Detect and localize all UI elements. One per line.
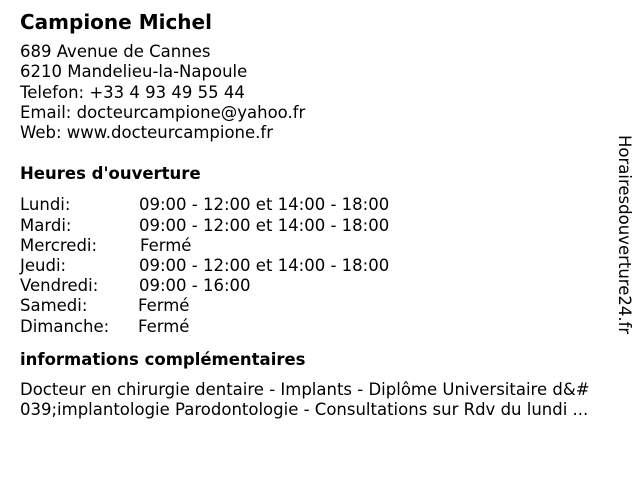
phone-line [20, 83, 610, 103]
day-label: Jeudi: [20, 256, 67, 276]
hours-title: Heures d'ouverture [20, 164, 201, 184]
day-hours: 09:00 - 16:00 [139, 276, 251, 296]
hours-row-sunday [20, 317, 610, 337]
day-label: Samedi: [20, 296, 88, 316]
hours-row-wednesday [20, 236, 610, 256]
info-line-2: 039;implantologie Parodontologie - Consultations sur Rdv du lundi ... [20, 400, 589, 419]
day-label: Vendredi: [20, 276, 99, 296]
watermark [610, 135, 634, 345]
phone-label: Telefon: [20, 82, 85, 102]
info-title: informations complémentaires [20, 349, 306, 369]
day-label: Mardi: [20, 215, 72, 235]
web-line [20, 123, 610, 143]
address-line-1: 689 Avenue de Cannes [20, 42, 211, 61]
address-line-2: 6210 Mandelieu-la-Napoule [20, 62, 248, 82]
hours-row-friday [20, 276, 610, 296]
day-hours: 09:00 - 12:00 et 14:00 - 18:00 [139, 195, 390, 215]
day-hours: 09:00 - 12:00 et 14:00 - 18:00 [139, 215, 390, 235]
phone-number[interactable]: +33 4 93 49 55 44 [89, 82, 245, 102]
web-label: Web: [20, 123, 62, 143]
web-link[interactable]: www.docteurcampione.fr [66, 123, 274, 143]
contact-block [20, 42, 610, 143]
day-label: Lundi: [20, 195, 71, 215]
info-text [20, 380, 610, 420]
email-line [20, 103, 610, 123]
day-hours: Fermé [138, 296, 190, 316]
hours-row-tuesday [20, 216, 610, 236]
hours-row-thursday [20, 256, 610, 276]
watermark-text: Horairesdouverture24.fr [615, 135, 634, 335]
hours-row-saturday [20, 296, 610, 316]
day-hours: 09:00 - 12:00 et 14:00 - 18:00 [139, 256, 390, 276]
hours-table [20, 195, 610, 336]
business-card [20, 10, 610, 420]
day-label: Mercredi: [20, 235, 98, 255]
hours-row-monday [20, 195, 610, 215]
email-link[interactable]: docteurcampione@yahoo.fr [76, 102, 306, 122]
info-line-1: Docteur en chirurgie dentaire - Implants - Diplôme Universitaire d&# [20, 379, 590, 399]
day-hours: Fermé [140, 235, 192, 255]
day-hours: Fermé [138, 316, 190, 336]
email-label: Email: [20, 102, 72, 122]
day-label: Dimanche: [20, 316, 110, 336]
business-name: Campione Michel [20, 10, 212, 34]
